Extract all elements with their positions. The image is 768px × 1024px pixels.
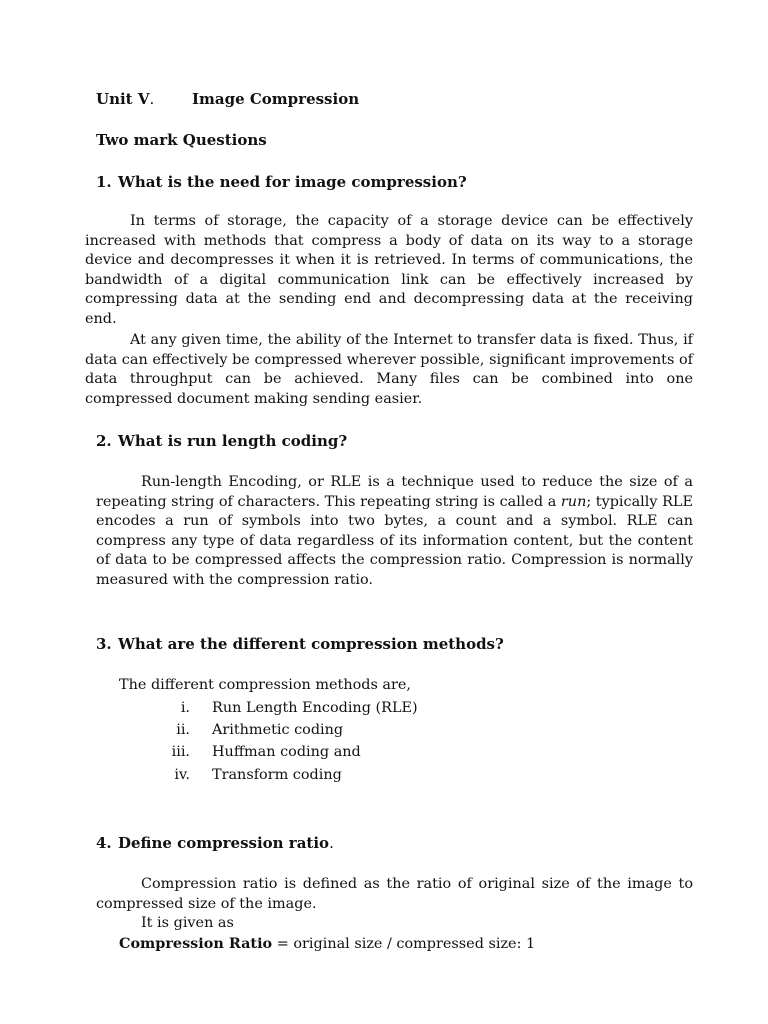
unit-label [96, 90, 154, 108]
question-4-dot: . [329, 834, 334, 852]
list-item-number: i. [180, 700, 190, 716]
list-item: Arithmetic coding [212, 722, 344, 738]
question-3-heading: What are the different compression methods? [118, 635, 504, 653]
answer-4-paragraph: Compression ratio is defined as the ratio of original size of the image to compressed size of the image. [96, 876, 693, 912]
question-2-heading: What is run length coding? [118, 432, 348, 450]
question-4-text: Define compression ratio [118, 834, 330, 852]
section-subtitle: Two mark Questions [96, 131, 267, 149]
answer-4-given: It is given as [141, 915, 234, 931]
question-3-number: 3. [96, 635, 112, 653]
list-item-number: ii. [176, 722, 190, 738]
answer-2-emphasis: run [560, 493, 587, 510]
answer-2-paragraph [96, 473, 693, 591]
list-item: Run Length Encoding (RLE) [212, 700, 418, 716]
list-item-number: iii. [171, 744, 190, 760]
question-1-heading: What is the need for image compression? [118, 173, 467, 191]
answer-1-paragraph-2: At any given time, the ability of the Internet to transfer data is fixed. Thus, if data can effectively be compressed wherever possible, significant improvements of data throughput can be achieved. Many files can be combined into one compressed document making sending easier. [85, 332, 693, 407]
question-4-number: 4. [96, 834, 112, 852]
answer-1-paragraph-1: In terms of storage, the capacity of a storage device can be effectively increased with methods that compress a body of data on its way to a storage device and decompresses it when it is retrieved. In terms of communications, the bandwidth of a digital communication link can be effectively increased by compressing data at the sending end and decompressing data at the receiving end. [85, 213, 693, 327]
unit-text: Unit V [96, 90, 150, 108]
answer-3-intro: The different compression methods are, [119, 677, 411, 693]
answer-2-text-before: Run-length Encoding, or RLE is a technique used to reduce the size of a repeating string of characters. This repeating string is called a [96, 474, 693, 510]
page-title: Image Compression [192, 90, 360, 108]
question-4-heading [118, 834, 334, 852]
list-item: Transform coding [212, 767, 342, 783]
compression-ratio-formula [119, 934, 535, 955]
list-item-number: iv. [174, 767, 190, 783]
question-2-number: 2. [96, 432, 112, 450]
list-item: Huffman coding and [212, 744, 361, 760]
formula-expression: = original size / compressed size: 1 [272, 936, 536, 952]
unit-dot: . [149, 90, 155, 108]
answer-2-text-after: ; typically RLE encodes a run of symbols into two bytes, a count and a symbol. RLE can compress any type of data regardless of its information content, but the content of data to be compressed affects the compression ratio. Compression is normally measured with the compression ratio. [96, 493, 693, 588]
formula-label: Compression Ratio [119, 935, 273, 952]
question-1-number: 1. [96, 173, 112, 191]
